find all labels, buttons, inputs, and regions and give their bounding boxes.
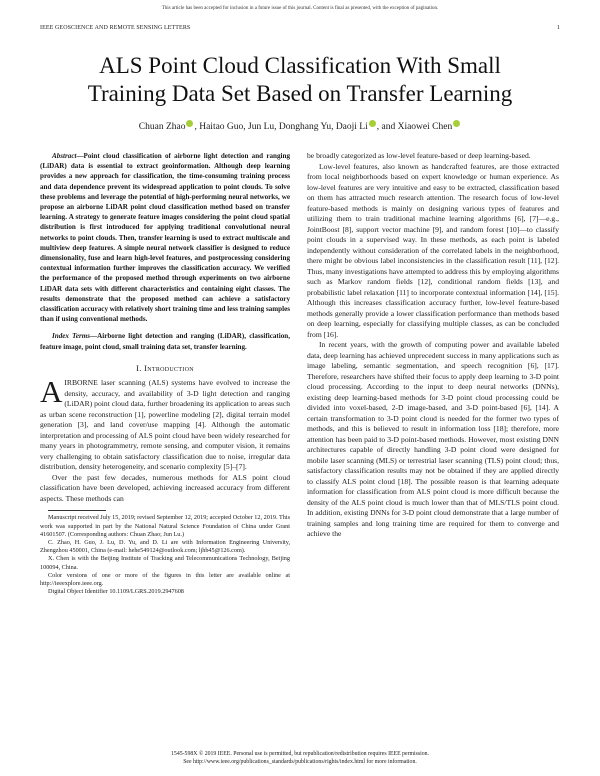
orcid-icon[interactable]	[186, 120, 193, 127]
rights-link-line: See http://www.ieee.org/publications_standards/publications/rights/index.html for more information.	[183, 759, 417, 765]
right-paragraph-1: Low-level features, also known as handcrafted features, are those extracted from local neighborhoods based on expert knowledge or human experience. As low-level features are very intuitive and easy to be extracted, classification based on them has attracted much research attention. The research focus of low-level feature-based methods is mainly on designing various types of features and utilizing them to train traditional machine learning algorithms [6], [7]—e.g., JointBoost [8], support vector machine [9], and random forest [10]—to classify point clouds in a supervised way. In these methods, as each point is labeled independently without consideration of the correlated labels in the neighborhood, there might be obvious label inconsistencies in the classification result [11], [12]. Thus, many investigations have attempted to address this by employing algorithms such as Markov random fields [12], conditional random fields [13], and probabilistic label relaxation [11] to incorporate contextual information [14], [15]. Although this increases classification accuracy further, low-level feature-based methods generally provide a lower classification performance than methods based on deep learning, especially for classifying multiple classes, as can be concluded from [16].	[307, 161, 559, 339]
footnote-doi: Digital Object Identifier 10.1109/LGRS.2019.2947608	[48, 588, 184, 596]
abstract-text: —Point cloud classification of airborne light detection and ranging (LiDAR) data is essential to extract geoinformation. Although deep learning provides a new approach for classification, the time-consuming training process and data dependence prevent its widespread application to point clouds. To solve these problems and leverage the potential of high-performing neural networks, we propose an airborne LiDAR point cloud classification method based on transfer learning. A strategy to generate feature images considering the point cloud spatial distribution is first introduced for applying traditional convolutional neural networks to point clouds. Then, transfer learning is used to extract multiscale and multiview deep features. A simple neural network classifier is designed to reduce dimensionality, fuse and learn high-level features, and postprocessing considering contextual information further improves the classification accuracy. We verified the performance of the proposed method through experiments on two airborne LiDAR data sets with different characteristics and containing eight classes. The results demonstrate that the proposed method can achieve a satisfactory classification accuracy with relatively short training time and less training samples than if using conventional methods.	[40, 152, 290, 324]
section-heading-introduction: I. Introduction	[136, 362, 194, 373]
journal-name: IEEE GEOSCIENCE AND REMOTE SENSING LETTERS	[40, 25, 191, 31]
author-first: Chuan Zhao	[138, 122, 186, 132]
orcid-icon[interactable]	[453, 120, 460, 127]
drop-cap: A	[40, 374, 63, 410]
first-word-rest: IRBORNE	[64, 378, 98, 388]
copyright-footer	[40, 750, 560, 766]
running-head	[40, 25, 560, 31]
author-middle: , Haitao Guo, Jun Lu, Donghang Yu, Daoji Li	[194, 122, 368, 132]
right-column	[307, 151, 559, 540]
index-terms	[40, 331, 290, 351]
footnote-affiliation-1: C. Zhao, H. Guo, J. Lu, D. Yu, and D. Li are with Information Engineering University, Zhengzhou 450001, China (e-mail: hehe549124@outlook.com; ljhb45@126.com).	[40, 538, 290, 555]
index-terms-label: Index Terms	[52, 332, 91, 341]
acceptance-notice: This article has been accepted for inclusion in a future issue of this journal. Content is final as presented, with the exception of pagination.	[161, 6, 439, 11]
title-line-2: Training Data Set Based on Transfer Learning	[87, 81, 513, 106]
intro-paragraph-1	[40, 374, 290, 473]
right-paragraph-0: be broadly categorized as low-level feature-based or deep learning-based.	[307, 151, 531, 160]
author-last: , and Xiaowei Chen	[376, 122, 453, 132]
footnote-manuscript: Manuscript received July 15, 2019; revised September 12, 2019; accepted October 12, 2019. This work was supported in part by the National Natural Science Foundation of China under Grant 41601507. (Corresponding authors: Chuan Zhao; Jun Lu.)	[40, 514, 290, 538]
title-line-1: ALS Point Cloud Classification With Small	[99, 53, 501, 78]
abstract-label: Abstract	[52, 152, 77, 160]
index-terms-text: —Airborne light detection and ranging (LiDAR), classification, feature image, point cloud, small training data set, transfer learning.	[40, 332, 291, 351]
footnote-divider	[48, 510, 106, 511]
footnote-affiliation-2: X. Chen is with the Beijing Institute of Tracking and Telecommunications Technology, Beijing 100094, China.	[40, 555, 290, 571]
intro-paragraph-2: Over the past few decades, numerous methods for ALS point cloud classification have been developed, achieving increased accuracy from different aspects. These methods can	[40, 472, 290, 503]
abstract	[40, 151, 290, 324]
paper-title	[40, 52, 560, 108]
intro-paragraph-1-text: laser scanning (ALS) systems have evolved to increase the density, accuracy, and availability of 3-D light detection and ranging (LiDAR) point cloud data, further broadening its application to areas such as urban scene reconstruction [1], powerline modeling [2], digital terrain model generation [3], and land cover/use mapping [4]. Although the automatic interpretation and processing of ALS point cloud have been widely researched for many years in photogrammetry, remote sensing, and computer vision, it remains very challenging to obtain satisfactory classification due to noise, irregular data distribution, density heterogeneity, and scenario complexity [5]–[7].	[40, 378, 290, 472]
orcid-icon[interactable]	[369, 120, 376, 127]
page-number: 1	[556, 25, 560, 31]
footnote-color-versions: Color versions of one or more of the figures in this letter are available online at http://ieeexplore.ieee.org.	[40, 571, 290, 587]
right-paragraph-2: In recent years, with the growth of computing power and available labeled data, deep learning has achieved unprecedent success in many applications such as image labeling, semantic segmentation, and speech recognition [6], [17]. Therefore, researchers have shifted their focus to apply deep learning to 3-D point cloud processing. According to the input to deep neural networks (DNNs), existing deep learning-based methods for 3-D point cloud processing could be divided into voxel-based, 2-D image-based, and 3-D point-based [6], [14]. A certain transformation to 3-D point cloud is needed for the former two types of methods, and this is believed to result in information loss [18]; therefore, more attention has been paid to 3-D point-based methods. However, most existing DNN architectures capable of directly handling 3-D point cloud were designed for mobile laser scanning (MLS) or terrestrial laser scanning (TLS) point cloud; thus, satisfactory classification results may not be obtained if they are applied directly to classify ALS point cloud [18]. The possible reason is that learning adequate information for classification from ALS point cloud is more difficult because the density of the ALS point cloud is much lower than that of MLS/TLS point cloud. In addition, existing DNNs for 3-D point cloud demonstrate that a large number of training samples and long training time are required for them to converge and achieve the	[307, 340, 559, 538]
copyright-line: 1545-598X © 2019 IEEE. Personal use is permitted, but republication/redistribution requires IEEE permission.	[171, 751, 429, 757]
author-list	[40, 120, 560, 132]
left-column	[40, 151, 290, 596]
